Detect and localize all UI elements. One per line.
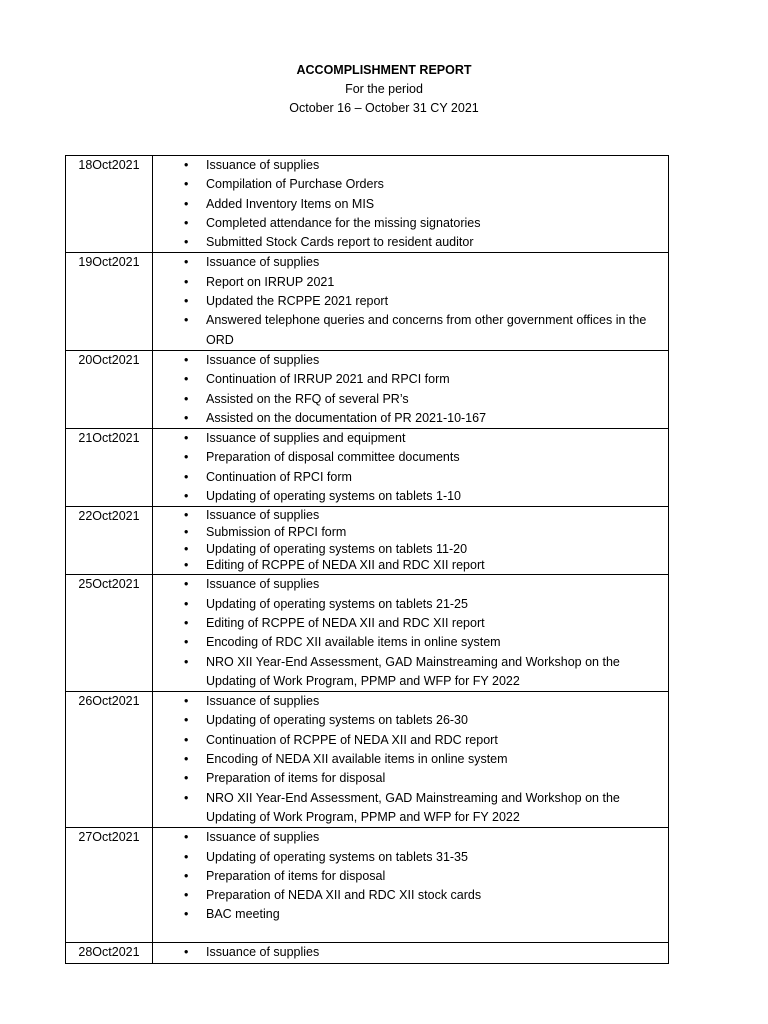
- list-item: • Updated the RCPPE 2021 report: [153, 292, 668, 311]
- list-item: • Updating of operating systems on tablets 11-20: [153, 541, 668, 558]
- tasks-cell: [153, 156, 669, 253]
- list-item: • Issuance of supplies: [153, 828, 668, 847]
- list-item: • Preparation of disposal committee documents: [153, 448, 668, 467]
- table-row: [66, 429, 669, 507]
- task-list: [153, 253, 668, 349]
- task-list: [153, 943, 668, 962]
- list-item: • Added Inventory Items on MIS: [153, 195, 668, 214]
- list-item: • Submission of RPCI form: [153, 524, 668, 541]
- list-item: • Continuation of IRRUP 2021 and RPCI form: [153, 370, 668, 389]
- task-list: [153, 156, 668, 252]
- table-row: [66, 692, 669, 828]
- table-row: [66, 253, 669, 350]
- list-item: • NRO XII Year-End Assessment, GAD Mainstreaming and Workshop on the Updating of Work Program, PPMP and WFP for FY 2022: [153, 789, 668, 828]
- list-item: • Assisted on the documentation of PR 2021-10-167: [153, 409, 668, 428]
- task-list: [153, 575, 668, 691]
- date-cell: 25Oct2021: [66, 575, 153, 692]
- report-subtitle: For the period: [345, 82, 423, 96]
- list-item: • Updating of operating systems on tablets 21-25: [153, 595, 668, 614]
- tasks-cell: [153, 828, 669, 943]
- list-item: • Issuance of supplies: [153, 943, 668, 962]
- table-row: [66, 575, 669, 692]
- task-list: [153, 429, 668, 506]
- list-item: • Updating of operating systems on tablets 26-30: [153, 711, 668, 730]
- tasks-cell: [153, 943, 669, 963]
- table-row: [66, 943, 669, 963]
- date-cell: 20Oct2021: [66, 350, 153, 428]
- list-item: • Answered telephone queries and concerns from other government offices in the ORD: [153, 311, 668, 350]
- list-item: • Updating of operating systems on tablets 1-10: [153, 487, 668, 506]
- task-list: [153, 828, 668, 924]
- list-item: • Issuance of supplies and equipment: [153, 429, 668, 448]
- list-item: • Editing of RCPPE of NEDA XII and RDC XII report: [153, 614, 668, 633]
- list-item: • Issuance of supplies: [153, 575, 668, 594]
- list-item: • Editing of RCPPE of NEDA XII and RDC XII report: [153, 557, 668, 574]
- list-item: • Compilation of Purchase Orders: [153, 175, 668, 194]
- date-cell: 19Oct2021: [66, 253, 153, 350]
- date-cell: 26Oct2021: [66, 692, 153, 828]
- task-list: [153, 351, 668, 428]
- list-item: • Encoding of NEDA XII available items in online system: [153, 750, 668, 769]
- table-row: [66, 156, 669, 253]
- date-cell: 27Oct2021: [66, 828, 153, 943]
- task-list: [153, 692, 668, 827]
- list-item: • Issuance of supplies: [153, 351, 668, 370]
- list-item: • Encoding of RDC XII available items in online system: [153, 633, 668, 652]
- table-row: [66, 507, 669, 575]
- list-item: • Preparation of NEDA XII and RDC XII stock cards: [153, 886, 668, 905]
- tasks-cell: [153, 575, 669, 692]
- task-list: [153, 507, 668, 573]
- list-item: • BAC meeting: [153, 905, 668, 924]
- report-period: October 16 – October 31 CY 2021: [289, 101, 479, 115]
- list-item: • Preparation of items for disposal: [153, 769, 668, 788]
- list-item: • Continuation of RCPPE of NEDA XII and RDC report: [153, 731, 668, 750]
- report-title: ACCOMPLISHMENT REPORT: [296, 63, 472, 77]
- list-item: • NRO XII Year-End Assessment, GAD Mainstreaming and Workshop on the Updating of Work Program, PPMP and WFP for FY 2022: [153, 653, 668, 692]
- list-item: • Preparation of items for disposal: [153, 867, 668, 886]
- list-item: • Completed attendance for the missing signatories: [153, 214, 668, 233]
- date-cell: 18Oct2021: [66, 156, 153, 253]
- tasks-cell: [153, 429, 669, 507]
- table-row: [66, 828, 669, 943]
- date-cell: 28Oct2021: [66, 943, 153, 963]
- report-header: [0, 61, 768, 118]
- list-item: • Issuance of supplies: [153, 507, 668, 524]
- date-cell: 22Oct2021: [66, 507, 153, 575]
- list-item: • Report on IRRUP 2021: [153, 273, 668, 292]
- tasks-cell: [153, 253, 669, 350]
- table-row: [66, 350, 669, 428]
- list-item: • Issuance of supplies: [153, 253, 668, 272]
- tasks-cell: [153, 507, 669, 575]
- tasks-cell: [153, 692, 669, 828]
- tasks-cell: [153, 350, 669, 428]
- list-item: • Updating of operating systems on tablets 31-35: [153, 848, 668, 867]
- list-item: • Issuance of supplies: [153, 156, 668, 175]
- list-item: • Assisted on the RFQ of several PR’s: [153, 390, 668, 409]
- accomplishment-table: [65, 155, 669, 964]
- date-cell: 21Oct2021: [66, 429, 153, 507]
- list-item: • Continuation of RPCI form: [153, 468, 668, 487]
- list-item: • Issuance of supplies: [153, 692, 668, 711]
- list-item: • Submitted Stock Cards report to resident auditor: [153, 233, 668, 252]
